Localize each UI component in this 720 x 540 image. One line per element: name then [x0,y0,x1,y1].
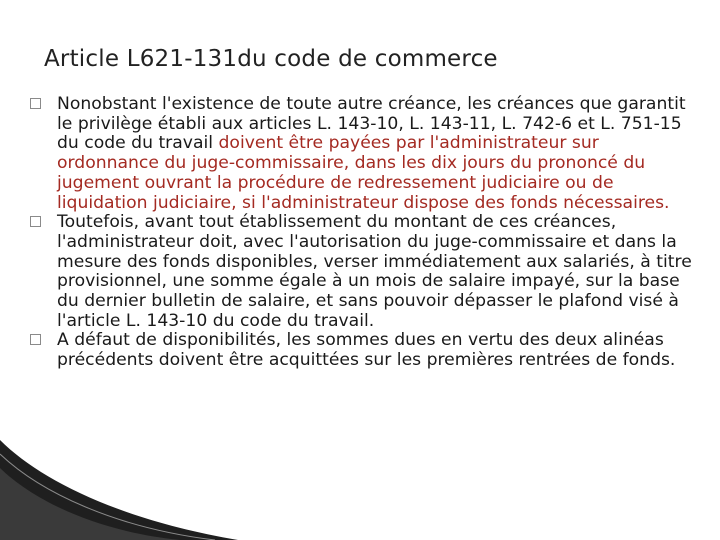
paragraph-1 [30,95,706,213]
bullet-square-icon [30,98,41,109]
bullet-square-icon [30,334,41,345]
paragraph-3-text: A défaut de disponibilités, les sommes dues en vertu des deux alinéas précédents doivent être acquittées sur les premières rentrées de fonds. [57,330,676,371]
paragraph-2-text: Toutefois, avant tout établissement du montant de ces créances, l'administrateur doit, avec l'autorisation du juge-commissaire et dans la mesure des fonds disponibles, verser immédiatement aux salariés, à titre provisionnel, une somme égale à un mois de salaire impayé, sur la base du dernier bulletin de salaire, et sans pouvoir dépasser le plafond visé à l'article L. 143-10 du code du travail. [57,212,692,331]
bullet-square-icon [30,216,41,227]
corner-decoration [0,440,240,540]
slide-title: Article L621-131du code de commerce [44,46,498,72]
content-body [30,95,706,371]
paragraph-3 [30,331,706,370]
paragraph-1-highlight: doivent être payées par l'administrateur sur ordonnance du juge-commissaire, dans les dix jours du prononcé du jugement ouvrant la procédure de redressement judiciaire ou de liquidation judiciaire, si l'administrateur dispose des fonds nécessaires. [57,133,670,213]
paragraph-1-text: Nonobstant l'existence de toute autre créance, les créances que garantit le privilège établi aux articles L. 143-10, L. 143-11, L. 742-6 et L. 751-15 du code du travail [57,94,686,154]
paragraph-2 [30,213,706,331]
